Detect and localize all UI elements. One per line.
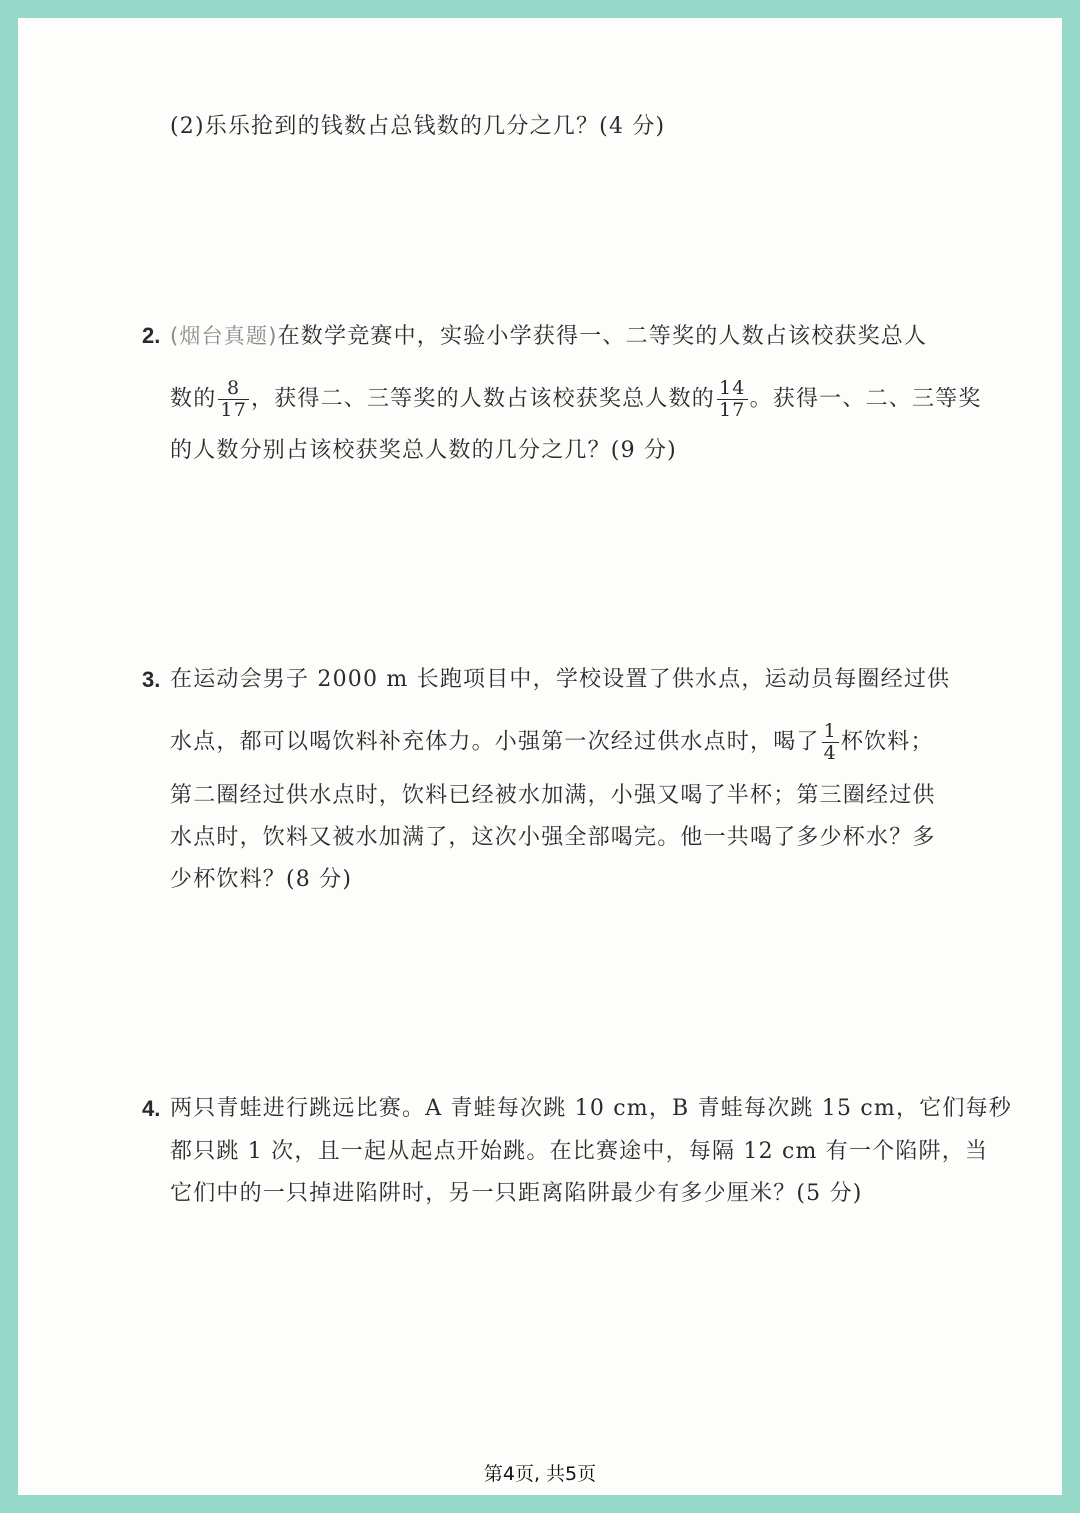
q2-number: 2. bbox=[142, 323, 161, 348]
fraction-denominator: 4 bbox=[823, 742, 837, 764]
q4-line1: 两只青蛙进行跳远比赛。A 青蛙每次跳 10 cm，B 青蛙每次跳 15 cm，它们每秒 bbox=[170, 1096, 1012, 1121]
fraction-numerator: 8 bbox=[227, 377, 241, 399]
q3-number: 3. bbox=[142, 667, 161, 692]
fraction-numerator: 14 bbox=[719, 377, 746, 399]
q3-line5: 少杯饮料？(8 分) bbox=[170, 867, 353, 892]
q3-line2-b: 杯饮料； bbox=[840, 729, 934, 755]
q2-line2-a: 数的 bbox=[170, 386, 217, 412]
fraction-denominator: 17 bbox=[220, 399, 247, 421]
q3-fraction bbox=[822, 722, 839, 763]
q3-line4: 水点时，饮料又被水加满了，这次小强全部喝完。他一共喝了多少杯水？多 bbox=[170, 825, 936, 850]
q3-line3: 第二圈经过供水点时，饮料已经被水加满，小强又喝了半杯；第三圈经过供 bbox=[170, 783, 936, 808]
worksheet-page bbox=[18, 18, 1062, 1495]
q4-line3: 它们中的一只掉进陷阱时，另一只距离陷阱最少有多少厘米？(5 分) bbox=[170, 1181, 863, 1206]
q1-part2-text: (2)乐乐抢到的钱数占总钱数的几分之几？(4 分) bbox=[170, 114, 666, 139]
q3-line2-a: 水点，都可以喝饮料补充体力。小强第一次经过供水点时，喝了 bbox=[170, 729, 820, 755]
page-footer: 第4页, 共5页 bbox=[483, 1463, 597, 1485]
q2-source-tag: (烟台真题) bbox=[170, 324, 278, 348]
q4-number: 4. bbox=[142, 1096, 161, 1121]
q2-line3: 的人数分别占该校获奖总人数的几分之几？(9 分) bbox=[170, 438, 677, 463]
fraction-numerator: 1 bbox=[823, 720, 837, 742]
q2-line2-b: ，获得二、三等奖的人数占该校获奖总人数的 bbox=[250, 386, 715, 412]
q2-fraction-1 bbox=[218, 379, 249, 420]
q2-line2-c: 。获得一、二、三等奖 bbox=[749, 386, 982, 412]
q4-line2: 都只跳 1 次，且一起从起点开始跳。在比赛途中，每隔 12 cm 有一个陷阱，当 bbox=[170, 1139, 989, 1164]
q2-line1-text: 在数学竞赛中，实验小学获得一、二等奖的人数占该校获奖总人 bbox=[277, 324, 928, 349]
q2-fraction-2 bbox=[717, 379, 748, 420]
q3-line1: 在运动会男子 2000 m 长跑项目中，学校设置了供水点，运动员每圈经过供 bbox=[170, 667, 951, 692]
q3-line2 bbox=[170, 722, 934, 763]
q2-line2 bbox=[170, 379, 982, 420]
fraction-denominator: 17 bbox=[719, 399, 746, 421]
q2-line1 bbox=[170, 321, 927, 352]
